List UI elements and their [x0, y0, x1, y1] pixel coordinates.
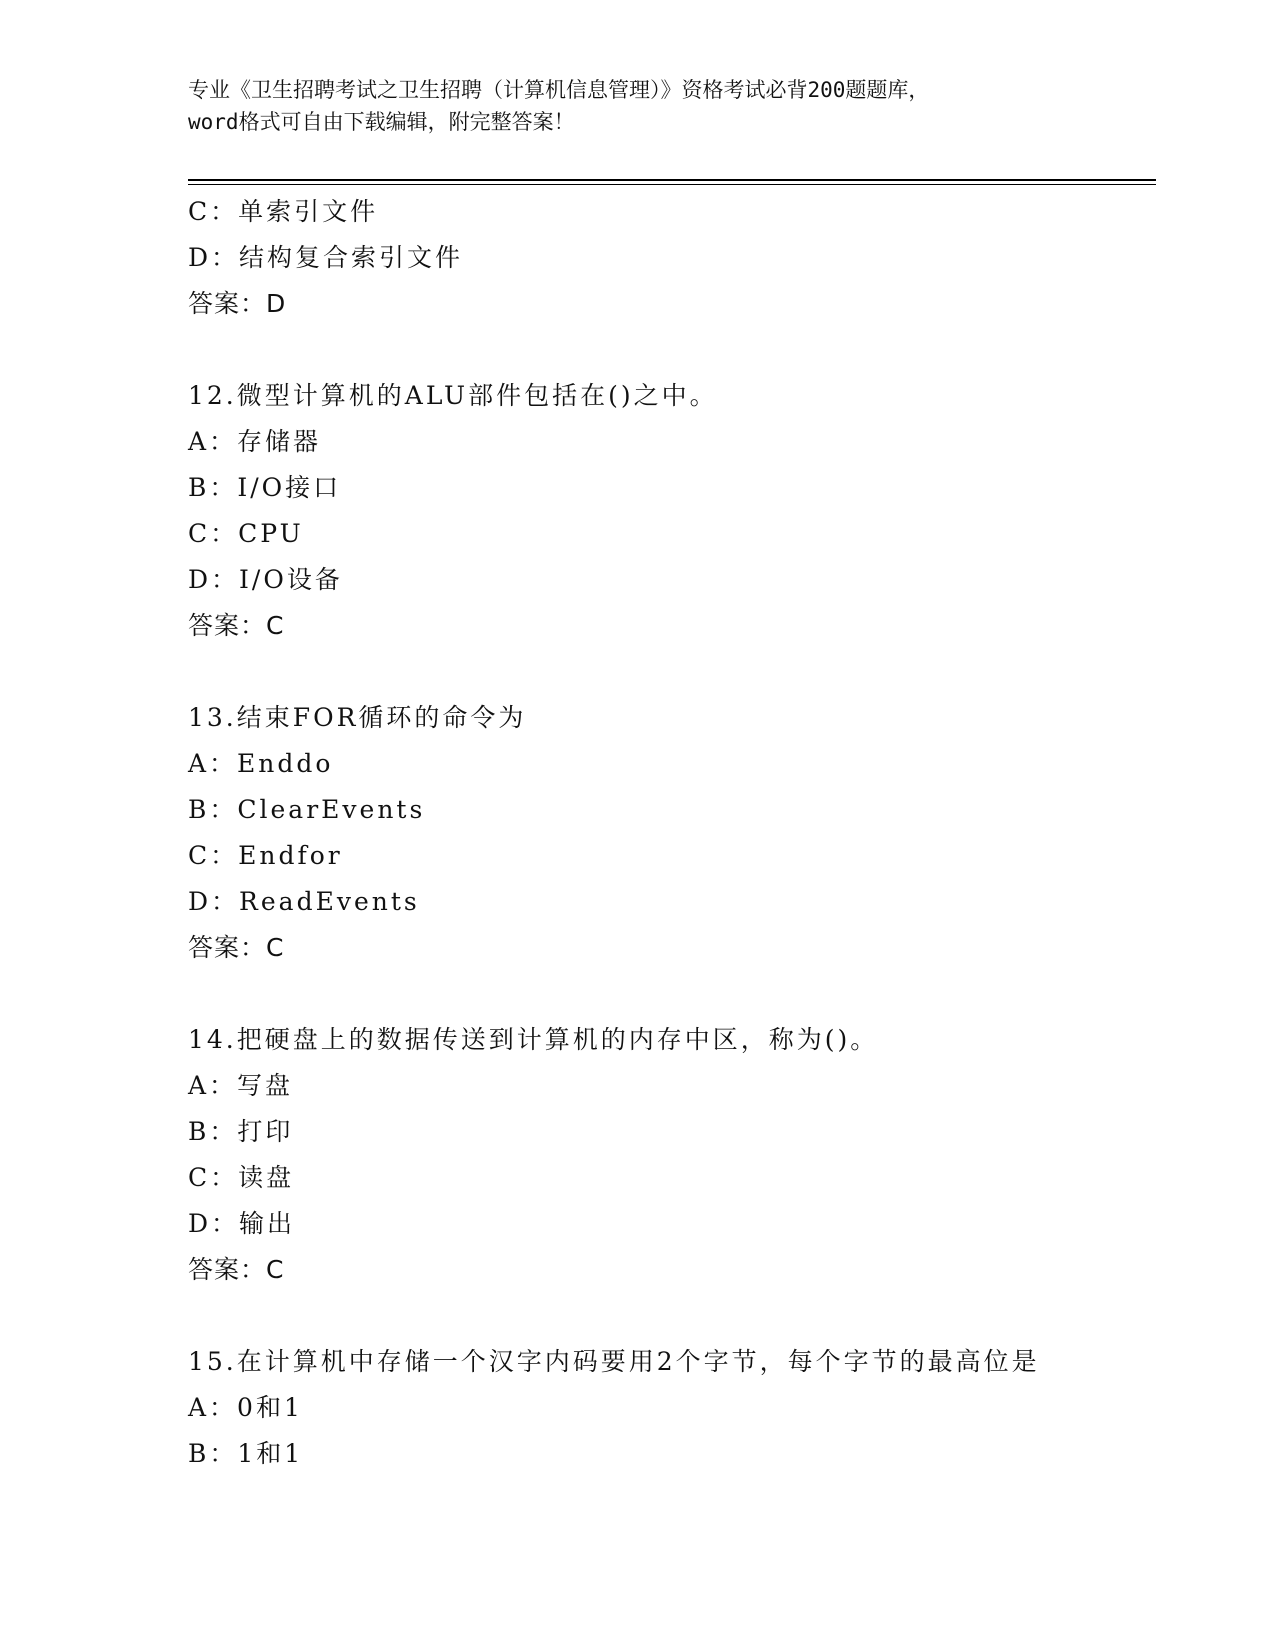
q13-question: 13.结束FOR循环的命令为	[188, 703, 527, 732]
q14-option-b: B：打印	[188, 1117, 294, 1146]
q11-option-c: C：单索引文件	[188, 197, 379, 226]
document-header	[188, 74, 1088, 138]
q13-option-b: B：ClearEvents	[188, 795, 426, 824]
q12-option-c: C：CPU	[188, 519, 304, 548]
q13-option-c: C：Endfor	[188, 841, 343, 870]
q12-option-a: A：存储器	[188, 427, 322, 456]
q13-option-a: A：Enddo	[188, 749, 334, 778]
q13-answer: 答案：C	[188, 933, 285, 962]
spacer	[188, 327, 1148, 373]
header-line-2: word格式可自由下载编辑，附完整答案！	[188, 110, 575, 134]
q15-question: 15.在计算机中存储一个汉字内码要用2个字节，每个字节的最高位是	[188, 1347, 1040, 1376]
q15-option-a: A：0和1	[188, 1393, 303, 1422]
question-list	[188, 189, 1148, 1477]
q12-option-d: D：I/O设备	[188, 565, 343, 594]
q11-option-d: D：结构复合索引文件	[188, 243, 464, 272]
q12-option-b: B：I/O接口	[188, 473, 342, 502]
q13-option-d: D：ReadEvents	[188, 887, 420, 916]
q15-option-b: B：1和1	[188, 1439, 304, 1468]
header-divider-thick	[188, 179, 1156, 181]
header-line-1: 专业《卫生招聘考试之卫生招聘（计算机信息管理）》资格考试必背200题题库，	[188, 78, 930, 102]
q11-answer: 答案：D	[188, 289, 287, 318]
header-divider-thin	[188, 184, 1156, 185]
q14-option-c: C：读盘	[188, 1163, 295, 1192]
q14-answer: 答案：C	[188, 1255, 285, 1284]
q14-question: 14.把硬盘上的数据传送到计算机的内存中区，称为()。	[188, 1025, 879, 1054]
q14-option-d: D：输出	[188, 1209, 296, 1238]
spacer	[188, 649, 1148, 695]
spacer	[188, 971, 1148, 1017]
spacer	[188, 1293, 1148, 1339]
q12-question: 12.微型计算机的ALU部件包括在()之中。	[188, 381, 718, 410]
q14-option-a: A：写盘	[188, 1071, 294, 1100]
q12-answer: 答案：C	[188, 611, 285, 640]
